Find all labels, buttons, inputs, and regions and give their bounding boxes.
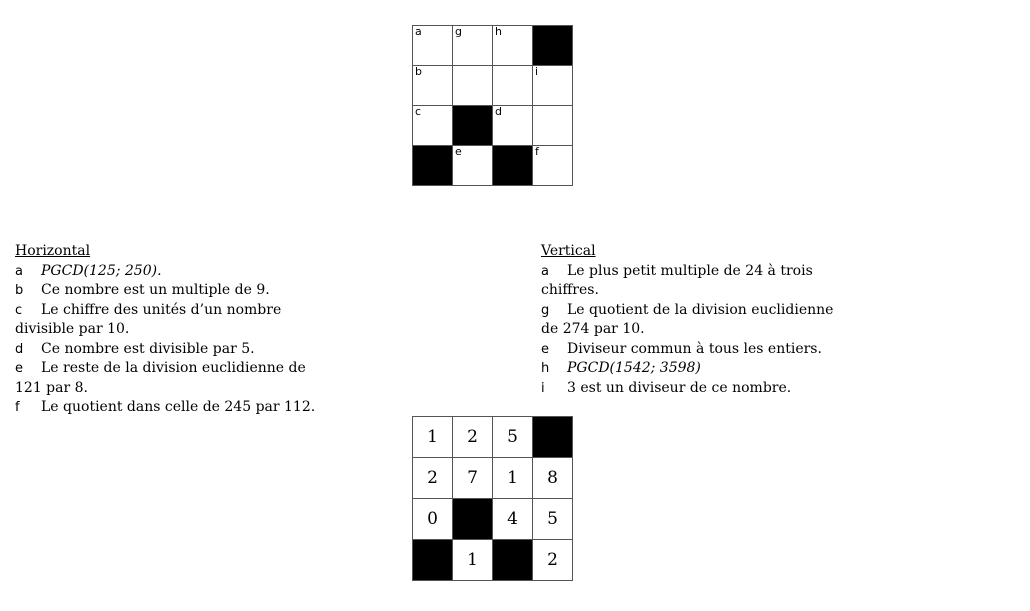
cell-label: d xyxy=(495,105,502,118)
grid-cell xyxy=(413,106,453,146)
solution-cell xyxy=(493,499,533,540)
solution-cell xyxy=(453,458,493,499)
grid-row xyxy=(413,66,573,106)
solution-cell xyxy=(413,417,453,458)
clue-key: b xyxy=(15,283,24,298)
cell-label: a xyxy=(415,25,422,38)
clue-h-b xyxy=(15,281,345,301)
black-cell xyxy=(493,540,533,581)
cell-label: i xyxy=(535,65,539,78)
cell-digit: 1 xyxy=(467,550,478,570)
clue-text: Le quotient dans celle de 245 par 112. xyxy=(41,399,316,415)
black-cell xyxy=(493,146,533,186)
grid-cell xyxy=(453,146,493,186)
clue-text: Ce nombre est un multiple de 9. xyxy=(41,282,270,298)
cell-digit: 7 xyxy=(467,468,478,488)
grid-row xyxy=(413,417,573,458)
grid-row xyxy=(413,499,573,540)
cell-digit: 2 xyxy=(547,550,558,570)
clue-text: Le reste de la division euclidienne de xyxy=(41,360,306,376)
grid-cell xyxy=(533,66,573,106)
clue-v-h xyxy=(541,359,871,379)
solution-cell xyxy=(453,540,493,581)
grid-cell xyxy=(533,106,573,146)
black-cell xyxy=(413,146,453,186)
clue-h-f xyxy=(15,398,345,418)
clue-key: f xyxy=(15,400,20,415)
solution-cell xyxy=(533,540,573,581)
grid-cell xyxy=(493,66,533,106)
solution-cell xyxy=(413,458,453,499)
cell-digit: 1 xyxy=(427,427,438,447)
grid-cell xyxy=(493,106,533,146)
clue-h-e xyxy=(15,359,345,398)
grid-cell xyxy=(493,26,533,66)
clue-text: 3 est un diviseur de ce nombre. xyxy=(567,379,792,396)
clue-h-d xyxy=(15,340,345,360)
vertical-heading: Vertical xyxy=(541,243,596,259)
grid-row xyxy=(413,106,573,146)
clue-text-cont: chiffres. xyxy=(541,282,599,298)
clue-text-cont: 121 par 8. xyxy=(15,379,88,396)
cell-label: c xyxy=(415,105,422,118)
horizontal-heading: Horizontal xyxy=(15,243,91,259)
clue-key: a xyxy=(541,263,549,279)
clue-h-c xyxy=(15,301,345,340)
clue-key: d xyxy=(15,341,24,357)
cell-label: e xyxy=(455,145,462,158)
clue-text: PGCD(1542; 3598) xyxy=(567,360,701,376)
cell-digit: 5 xyxy=(507,427,518,447)
clue-key: e xyxy=(15,361,23,376)
black-cell xyxy=(533,417,573,458)
grid-cell xyxy=(453,26,493,66)
clue-v-a xyxy=(541,262,871,301)
solution-cell xyxy=(493,417,533,458)
clue-v-e xyxy=(541,340,871,360)
clue-text: Le chiffre des unités d’un nombre xyxy=(41,301,282,318)
solution-cell xyxy=(413,499,453,540)
solution-cell xyxy=(533,499,573,540)
black-cell xyxy=(453,499,493,540)
cell-digit: 2 xyxy=(467,427,478,447)
solution-cell xyxy=(453,417,493,458)
grid-cell xyxy=(533,146,573,186)
grid-cell xyxy=(413,66,453,106)
clue-text: Le plus petit multiple de 24 à trois xyxy=(567,262,813,279)
cell-digit: 5 xyxy=(547,509,558,529)
clue-text: Ce nombre est divisible par 5. xyxy=(41,340,255,357)
solution-cell xyxy=(493,458,533,499)
clue-text: Le quotient de la division euclidienne xyxy=(567,301,834,318)
clue-key: e xyxy=(541,341,549,357)
cell-digit: 8 xyxy=(547,468,558,488)
clue-text: Diviseur commun à tous les entiers. xyxy=(567,340,822,357)
solution-cell xyxy=(533,458,573,499)
clue-h-a xyxy=(15,262,345,282)
cell-digit: 2 xyxy=(427,468,438,488)
cell-label: h xyxy=(495,25,502,38)
cell-label: b xyxy=(415,65,422,78)
clue-text-cont: divisible par 10. xyxy=(15,321,130,337)
grid-cell xyxy=(453,66,493,106)
clue-v-g xyxy=(541,301,871,340)
cell-digit: 1 xyxy=(507,468,518,488)
black-cell xyxy=(413,540,453,581)
clue-key: g xyxy=(541,302,550,318)
clue-v-i xyxy=(541,379,871,399)
grid-row xyxy=(413,458,573,499)
black-cell xyxy=(453,106,493,146)
horizontal-clues xyxy=(15,242,345,418)
clue-key: c xyxy=(15,302,23,318)
grid-row xyxy=(413,540,573,581)
black-cell xyxy=(533,26,573,66)
clue-text: PGCD(125; 250). xyxy=(41,262,162,279)
grid-row xyxy=(413,146,573,186)
cell-digit: 0 xyxy=(427,509,438,529)
grid-cell xyxy=(413,26,453,66)
cell-digit: 4 xyxy=(507,509,518,529)
solution-grid xyxy=(412,416,573,581)
cell-label: g xyxy=(455,25,462,38)
clue-key: i xyxy=(541,380,545,396)
vertical-clues xyxy=(541,242,871,398)
puzzle-grid xyxy=(412,25,573,186)
grid-row xyxy=(413,26,573,66)
cell-label: f xyxy=(535,145,539,158)
clue-key: a xyxy=(15,263,23,279)
clue-text-cont: de 274 par 10. xyxy=(541,321,645,337)
clue-key: h xyxy=(541,361,550,376)
